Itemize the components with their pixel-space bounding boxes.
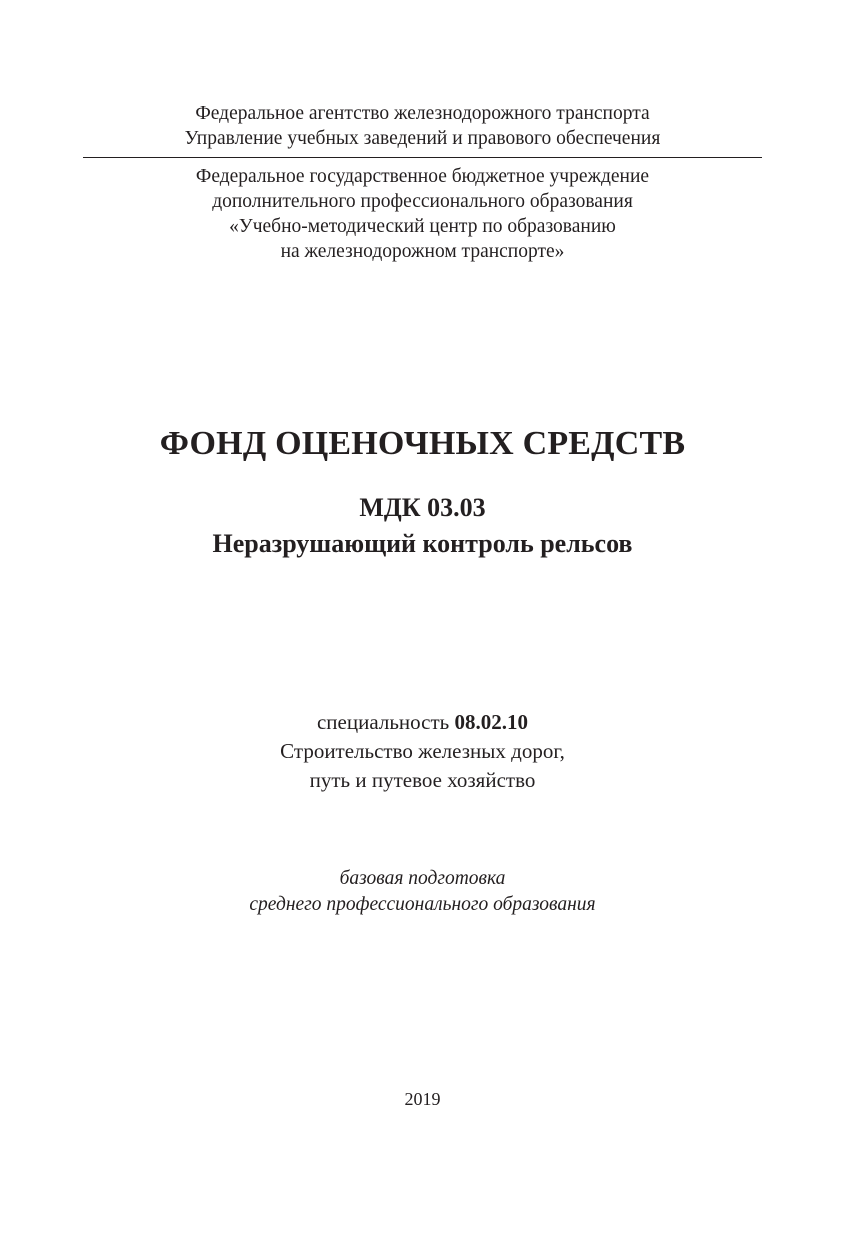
specialty-code: 08.02.10 xyxy=(454,710,528,734)
institution-line-4: на железнодорожном транспорте» xyxy=(280,241,565,262)
document-title: ФОНД ОЦЕНОЧНЫХ СРЕДСТВ xyxy=(159,425,686,462)
institution-line-3: «Учебно-методический центр по образованию xyxy=(229,216,616,237)
level-line-1: базовая подготовка xyxy=(339,868,506,889)
course-code: МДК 03.03 xyxy=(359,493,486,522)
publication-year: 2019 xyxy=(404,1089,441,1109)
course-name: Неразрушающий контроль рельсов xyxy=(212,529,633,558)
level-line-2: среднего профессионального образования xyxy=(249,894,596,915)
header-divider xyxy=(83,157,762,158)
institution-line-2: дополнительного профессионального образования xyxy=(212,191,633,212)
agency-line: Федеральное агентство железнодорожного транспорта xyxy=(195,103,650,124)
specialty-line xyxy=(0,708,845,736)
specialty-label: специальность xyxy=(316,710,455,734)
specialty-name-1: Строительство железных дорог, xyxy=(280,739,565,763)
institution-line-1: Федеральное государственное бюджетное учреждение xyxy=(195,166,650,187)
department-line: Управление учебных заведений и правового обеспечения xyxy=(184,128,661,149)
specialty-name-2: путь и путевое хозяйство xyxy=(309,768,536,792)
